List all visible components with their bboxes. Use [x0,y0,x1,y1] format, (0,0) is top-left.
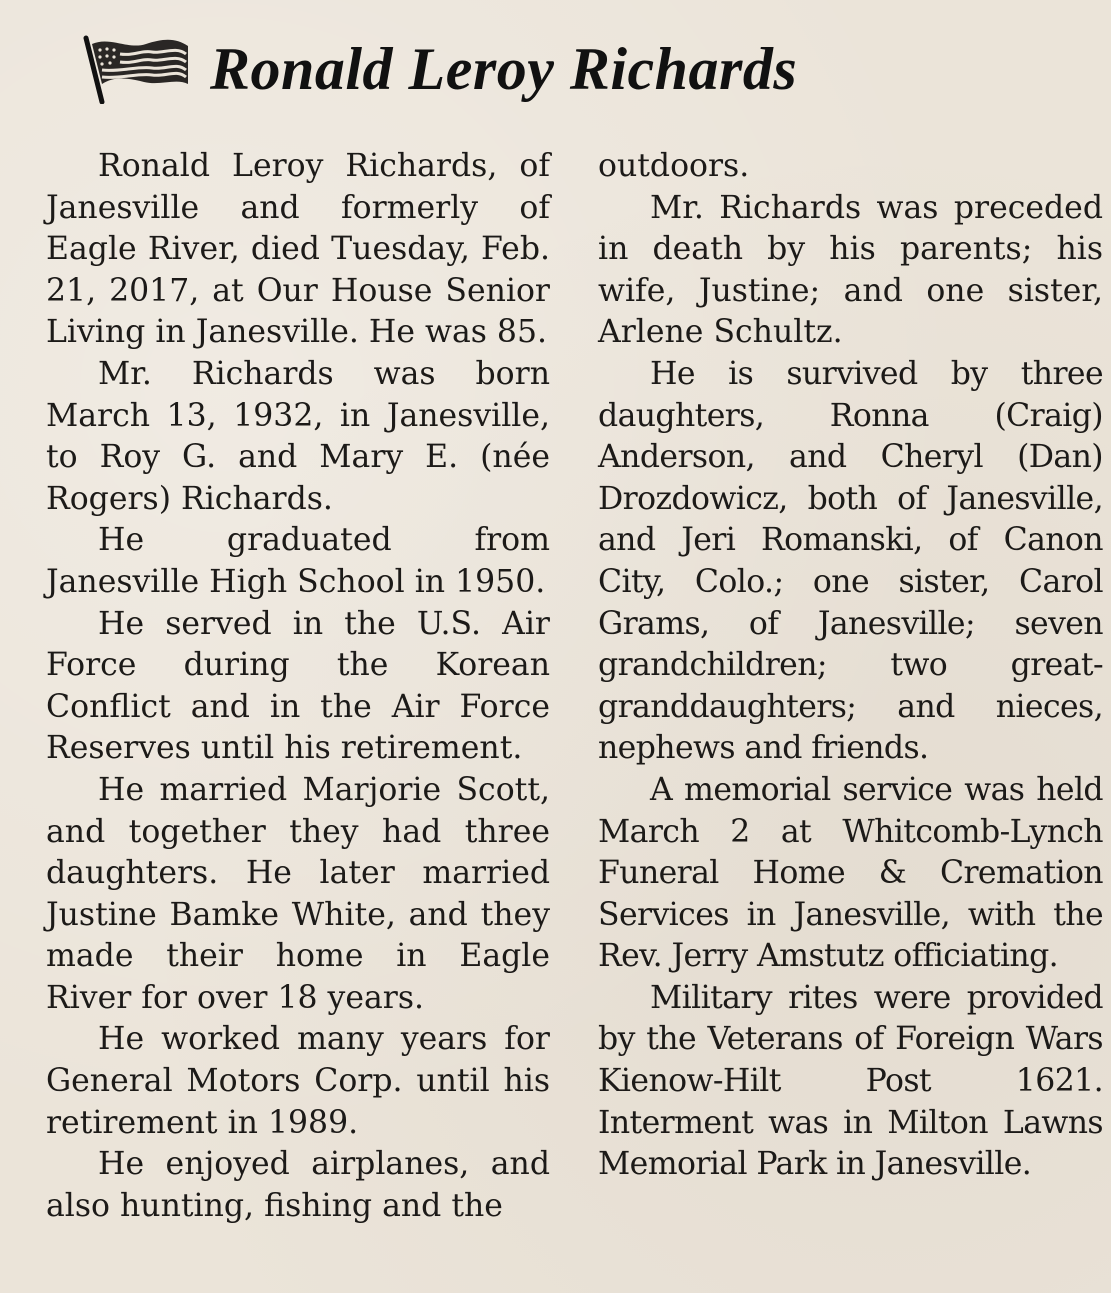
paragraph-survivors: He is survived by three daughters, Ronna (Craig) Anderson, and Cheryl (Dan) Drozdowicz, both of Janesville, and Jeri Romanski, of Canon City, Colo.; one sister, Carol Grams, of Janesville; seven grandchildren; two great-granddaughters; and nieces, nephews and friends. [598,355,1103,767]
paragraph-education: He graduated from Janesville High School in 1950. [46,522,550,600]
obituary-title: Ronald Leroy Richards [210,35,798,102]
paragraph-military-service: He served in the U.S. Air Force during the Korean Conflict and in the Air Force Reserves until his retirement. [46,605,550,767]
paragraph-career: He worked many years for General Motors Corp. until his retirement in 1989. [46,1021,550,1141]
paragraph-marriages: He married Marjorie Scott, and together they had three daughters. He later married Justine Bamke White, and they made their home in Eagle River for over 18 years. [46,771,550,1016]
paragraph-preceded-in-death: Mr. Richards was preceded in death by his parents; his wife, Justine; and one sister, Arlene Schultz. [598,189,1103,351]
left-column [46,146,550,1227]
paragraph-memorial-service: A memorial service was held March 2 at Whitcomb-Lynch Funeral Home & Cremation Services in Janesville, with the Rev. Jerry Amstutz officiating. [598,771,1103,975]
paragraph-death-notice: Ronald Leroy Richards, of Janesville and formerly of Eagle River, died Tuesday, Feb. 21, 2017, at Our House Senior Living in Janesville. He was 85. [46,148,550,351]
american-flag-icon [80,34,192,104]
paragraph-birth: Mr. Richards was born March 13, 1932, in Janesville, to Roy G. and Mary E. (née Rogers) Richards. [46,355,550,517]
paragraph-military-rites: Military rites were provided by the Veterans of Foreign Wars Kienow-Hilt Post 1621. Interment was in Milton Lawns Memorial Park in Janesville. [598,979,1103,1183]
paragraph-hobbies-continued: outdoors. [598,148,750,184]
right-column [598,146,1103,1186]
paragraph-hobbies: He enjoyed airplanes, and also hunting, fishing and the [46,1146,550,1224]
obituary-header [70,14,1070,124]
